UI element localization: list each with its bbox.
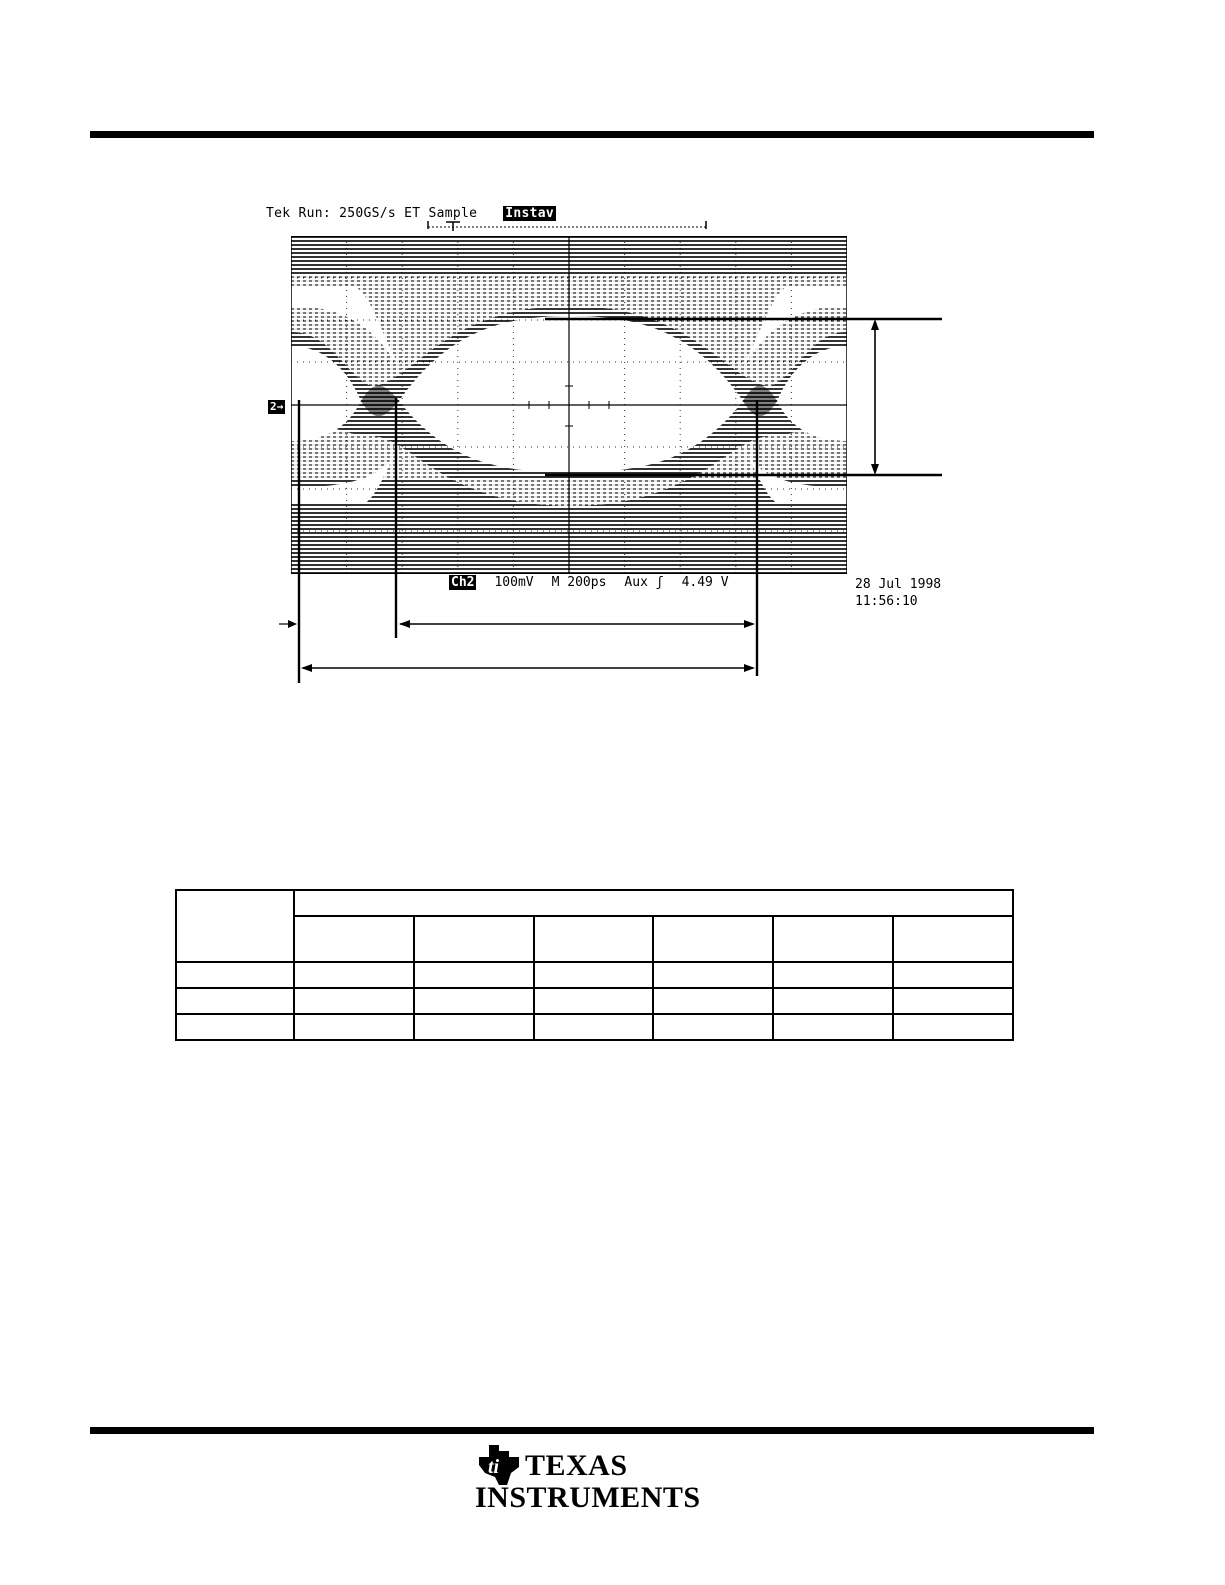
table-cell	[176, 1014, 294, 1040]
texas-instruments-logo	[475, 1443, 701, 1519]
table-row	[176, 1014, 1013, 1040]
table-cell	[653, 988, 773, 1014]
table-cell	[534, 988, 654, 1014]
channel-label: Ch2	[451, 575, 475, 590]
table-group-header	[294, 890, 1013, 916]
trigger-source: Aux ʃ	[624, 575, 664, 590]
acquisition-mode-badge: Instav	[505, 206, 555, 221]
trigger-level: 4.49 V	[681, 575, 729, 590]
table-cell	[893, 962, 1013, 988]
table-header-row-1	[176, 890, 1013, 916]
bottom-rule	[90, 1427, 1094, 1434]
logo-text-instruments: INSTRUMENTS	[475, 1481, 701, 1514]
table-col-header	[294, 916, 414, 962]
table-col-header	[534, 916, 654, 962]
scope-time: 11:56:10	[855, 594, 918, 609]
scope-readout-line	[449, 575, 747, 590]
table-col-header	[893, 916, 1013, 962]
table-cell	[653, 1014, 773, 1040]
scope-run-text: Tek Run: 250GS/s ET Sample	[266, 206, 478, 221]
svg-text:ti: ti	[488, 1456, 500, 1478]
table-cell	[773, 1014, 893, 1040]
table-cell	[414, 988, 534, 1014]
table-col-header	[414, 916, 534, 962]
table-row	[176, 962, 1013, 988]
trigger-position-bar	[424, 219, 714, 233]
scope-date: 28 Jul 1998	[855, 577, 942, 592]
table-header-row-2	[176, 916, 1013, 962]
table-cell	[176, 988, 294, 1014]
table-cell	[773, 988, 893, 1014]
table-corner-cell	[176, 890, 294, 962]
table-cell	[893, 1014, 1013, 1040]
table-cell	[176, 962, 294, 988]
logo-text-texas: TEXAS	[525, 1449, 628, 1482]
table-cell	[534, 1014, 654, 1040]
table-cell	[773, 962, 893, 988]
volts-per-div: 100mV	[494, 575, 534, 590]
top-rule	[90, 131, 1094, 138]
table-cell	[653, 962, 773, 988]
table-col-header	[653, 916, 773, 962]
table-cell	[414, 1014, 534, 1040]
table-cell	[294, 988, 414, 1014]
table-cell	[294, 1014, 414, 1040]
table-row	[176, 988, 1013, 1014]
channel-2-marker: 2→	[270, 400, 284, 413]
eye-characteristics-table	[175, 889, 1014, 1041]
scope-timestamp	[855, 576, 941, 610]
table-cell	[294, 962, 414, 988]
oscilloscope-eye-diagram	[291, 236, 847, 574]
table-cell	[534, 962, 654, 988]
time-per-div: M 200ps	[551, 575, 607, 590]
table-cell	[893, 988, 1013, 1014]
table-col-header	[773, 916, 893, 962]
table-cell	[414, 962, 534, 988]
